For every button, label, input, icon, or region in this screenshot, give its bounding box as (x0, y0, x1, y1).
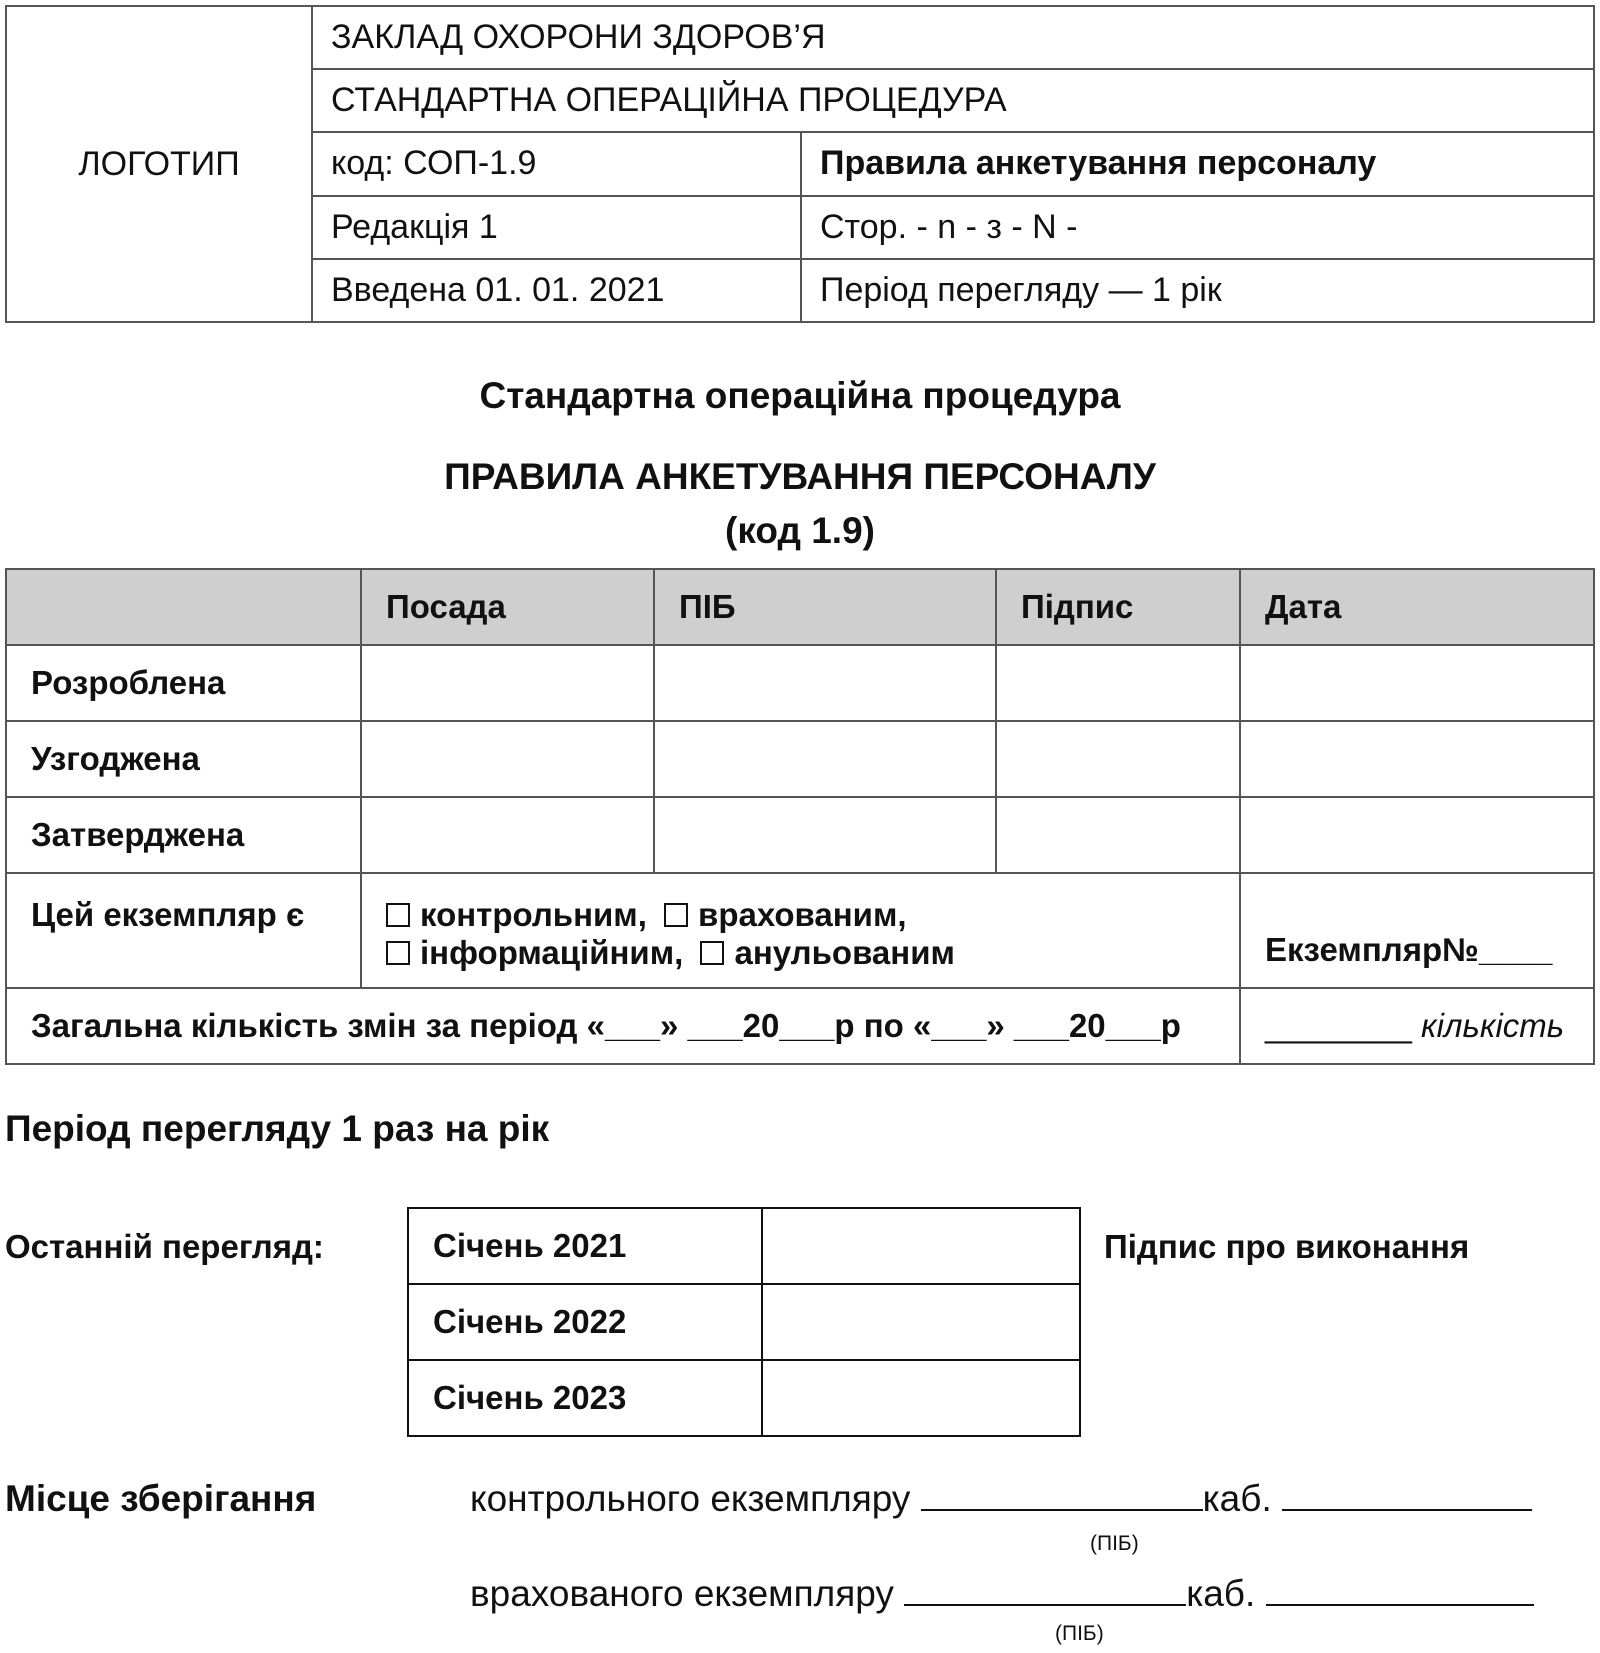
institution-name: ЗАКЛАД ОХОРОНИ ЗДОРОВ’Я (312, 6, 1594, 69)
page-title (0, 450, 1600, 558)
empty-field (654, 721, 996, 797)
changes-count-unit: кількість (1421, 1007, 1565, 1044)
column-header-date: Дата (1240, 569, 1594, 645)
document-name: Правила анкетування персоналу (801, 132, 1594, 195)
storage-accounted-text: врахованого екземпляру (470, 1573, 894, 1614)
document-type: СТАНДАРТНА ОПЕРАЦІЙНА ПРОЦЕДУРА (312, 69, 1594, 132)
checkbox-icon (386, 903, 410, 927)
page-number: Стор. - n - з - N - (801, 196, 1594, 259)
table-header-row (6, 569, 1594, 645)
row-label-agreed: Узгоджена (6, 721, 361, 797)
cabinet-blank-line (1266, 1576, 1534, 1606)
name-blank-line (904, 1576, 1186, 1606)
table-row (408, 1360, 1080, 1436)
name-blank-line (921, 1481, 1203, 1511)
empty-field (996, 645, 1240, 721)
table-row (6, 988, 1594, 1064)
checkbox-icon (386, 941, 410, 965)
header-empty-cell (6, 569, 361, 645)
row-label-approved: Затверджена (6, 797, 361, 873)
page-title-main: ПРАВИЛА АНКЕТУВАННЯ ПЕРСОНАЛУ (444, 456, 1156, 497)
review-signature-cell (762, 1284, 1080, 1360)
cabinet-label: каб. (1202, 1478, 1272, 1519)
cabinet-blank-line (1282, 1481, 1532, 1511)
empty-field (996, 721, 1240, 797)
cabinet-label: каб. (1186, 1573, 1256, 1614)
storage-control-line (470, 1478, 1532, 1520)
copy-type-label: Цей екземпляр є (6, 873, 361, 988)
table-row (6, 873, 1594, 988)
checkbox-icon (664, 903, 688, 927)
document-edition: Редакція 1 (312, 196, 801, 259)
changes-count-field (1240, 988, 1594, 1064)
review-date: Січень 2022 (408, 1284, 762, 1360)
empty-field (996, 797, 1240, 873)
empty-field (1240, 797, 1594, 873)
row-label-developed: Розроблена (6, 645, 361, 721)
review-period: Період перегляду — 1 рік (801, 259, 1594, 322)
column-header-name: ПІБ (654, 569, 996, 645)
changes-count-label: Загальна кількість змін за період «___» ___20___р по «___» ___20___р (6, 988, 1240, 1064)
empty-field (654, 645, 996, 721)
option-accounted: врахованим, (698, 896, 907, 933)
option-cancelled: анульованим (734, 934, 955, 971)
table-row (408, 1284, 1080, 1360)
last-review-label: Останній перегляд: (5, 1228, 324, 1265)
checkbox-icon (700, 941, 724, 965)
table-row (408, 1208, 1080, 1284)
storage-accounted-line (470, 1573, 1534, 1615)
review-date: Січень 2021 (408, 1208, 762, 1284)
name-caption: (ПІБ) (1090, 1532, 1139, 1555)
execution-signature-label: Підпис про виконання (1104, 1228, 1470, 1265)
document-code: код: СОП-1.9 (312, 132, 801, 195)
storage-label: Місце зберігання (5, 1478, 317, 1519)
page-subtitle: Стандартна операційна процедура (479, 375, 1121, 416)
approval-table (5, 568, 1595, 1065)
empty-field (654, 797, 996, 873)
name-caption: (ПІБ) (1055, 1622, 1104, 1645)
logo-placeholder: ЛОГОТИП (6, 6, 312, 322)
empty-field (1240, 721, 1594, 797)
copy-type-options (361, 873, 1240, 988)
review-signature-cell (762, 1360, 1080, 1436)
review-dates-table (407, 1207, 1081, 1437)
review-signature-cell (762, 1208, 1080, 1284)
option-control: контрольним, (420, 896, 647, 933)
column-header-signature: Підпис (996, 569, 1240, 645)
copy-number: Екземпляр№____ (1240, 873, 1594, 988)
storage-control-text: контрольного екземпляру (470, 1478, 911, 1519)
introduced-date: Введена 01. 01. 2021 (312, 259, 801, 322)
empty-field (361, 721, 654, 797)
empty-field (361, 797, 654, 873)
document-header-table (5, 5, 1595, 323)
table-row (6, 721, 1594, 797)
empty-field (1240, 645, 1594, 721)
table-row (6, 797, 1594, 873)
empty-field (361, 645, 654, 721)
column-header-position: Посада (361, 569, 654, 645)
changes-count-blank: ________ (1265, 1007, 1412, 1044)
table-row (6, 645, 1594, 721)
review-date: Січень 2023 (408, 1360, 762, 1436)
review-period-heading: Період перегляду 1 раз на рік (5, 1108, 550, 1149)
option-informational: інформаційним, (420, 934, 684, 971)
page-title-code: (код 1.9) (725, 510, 875, 551)
